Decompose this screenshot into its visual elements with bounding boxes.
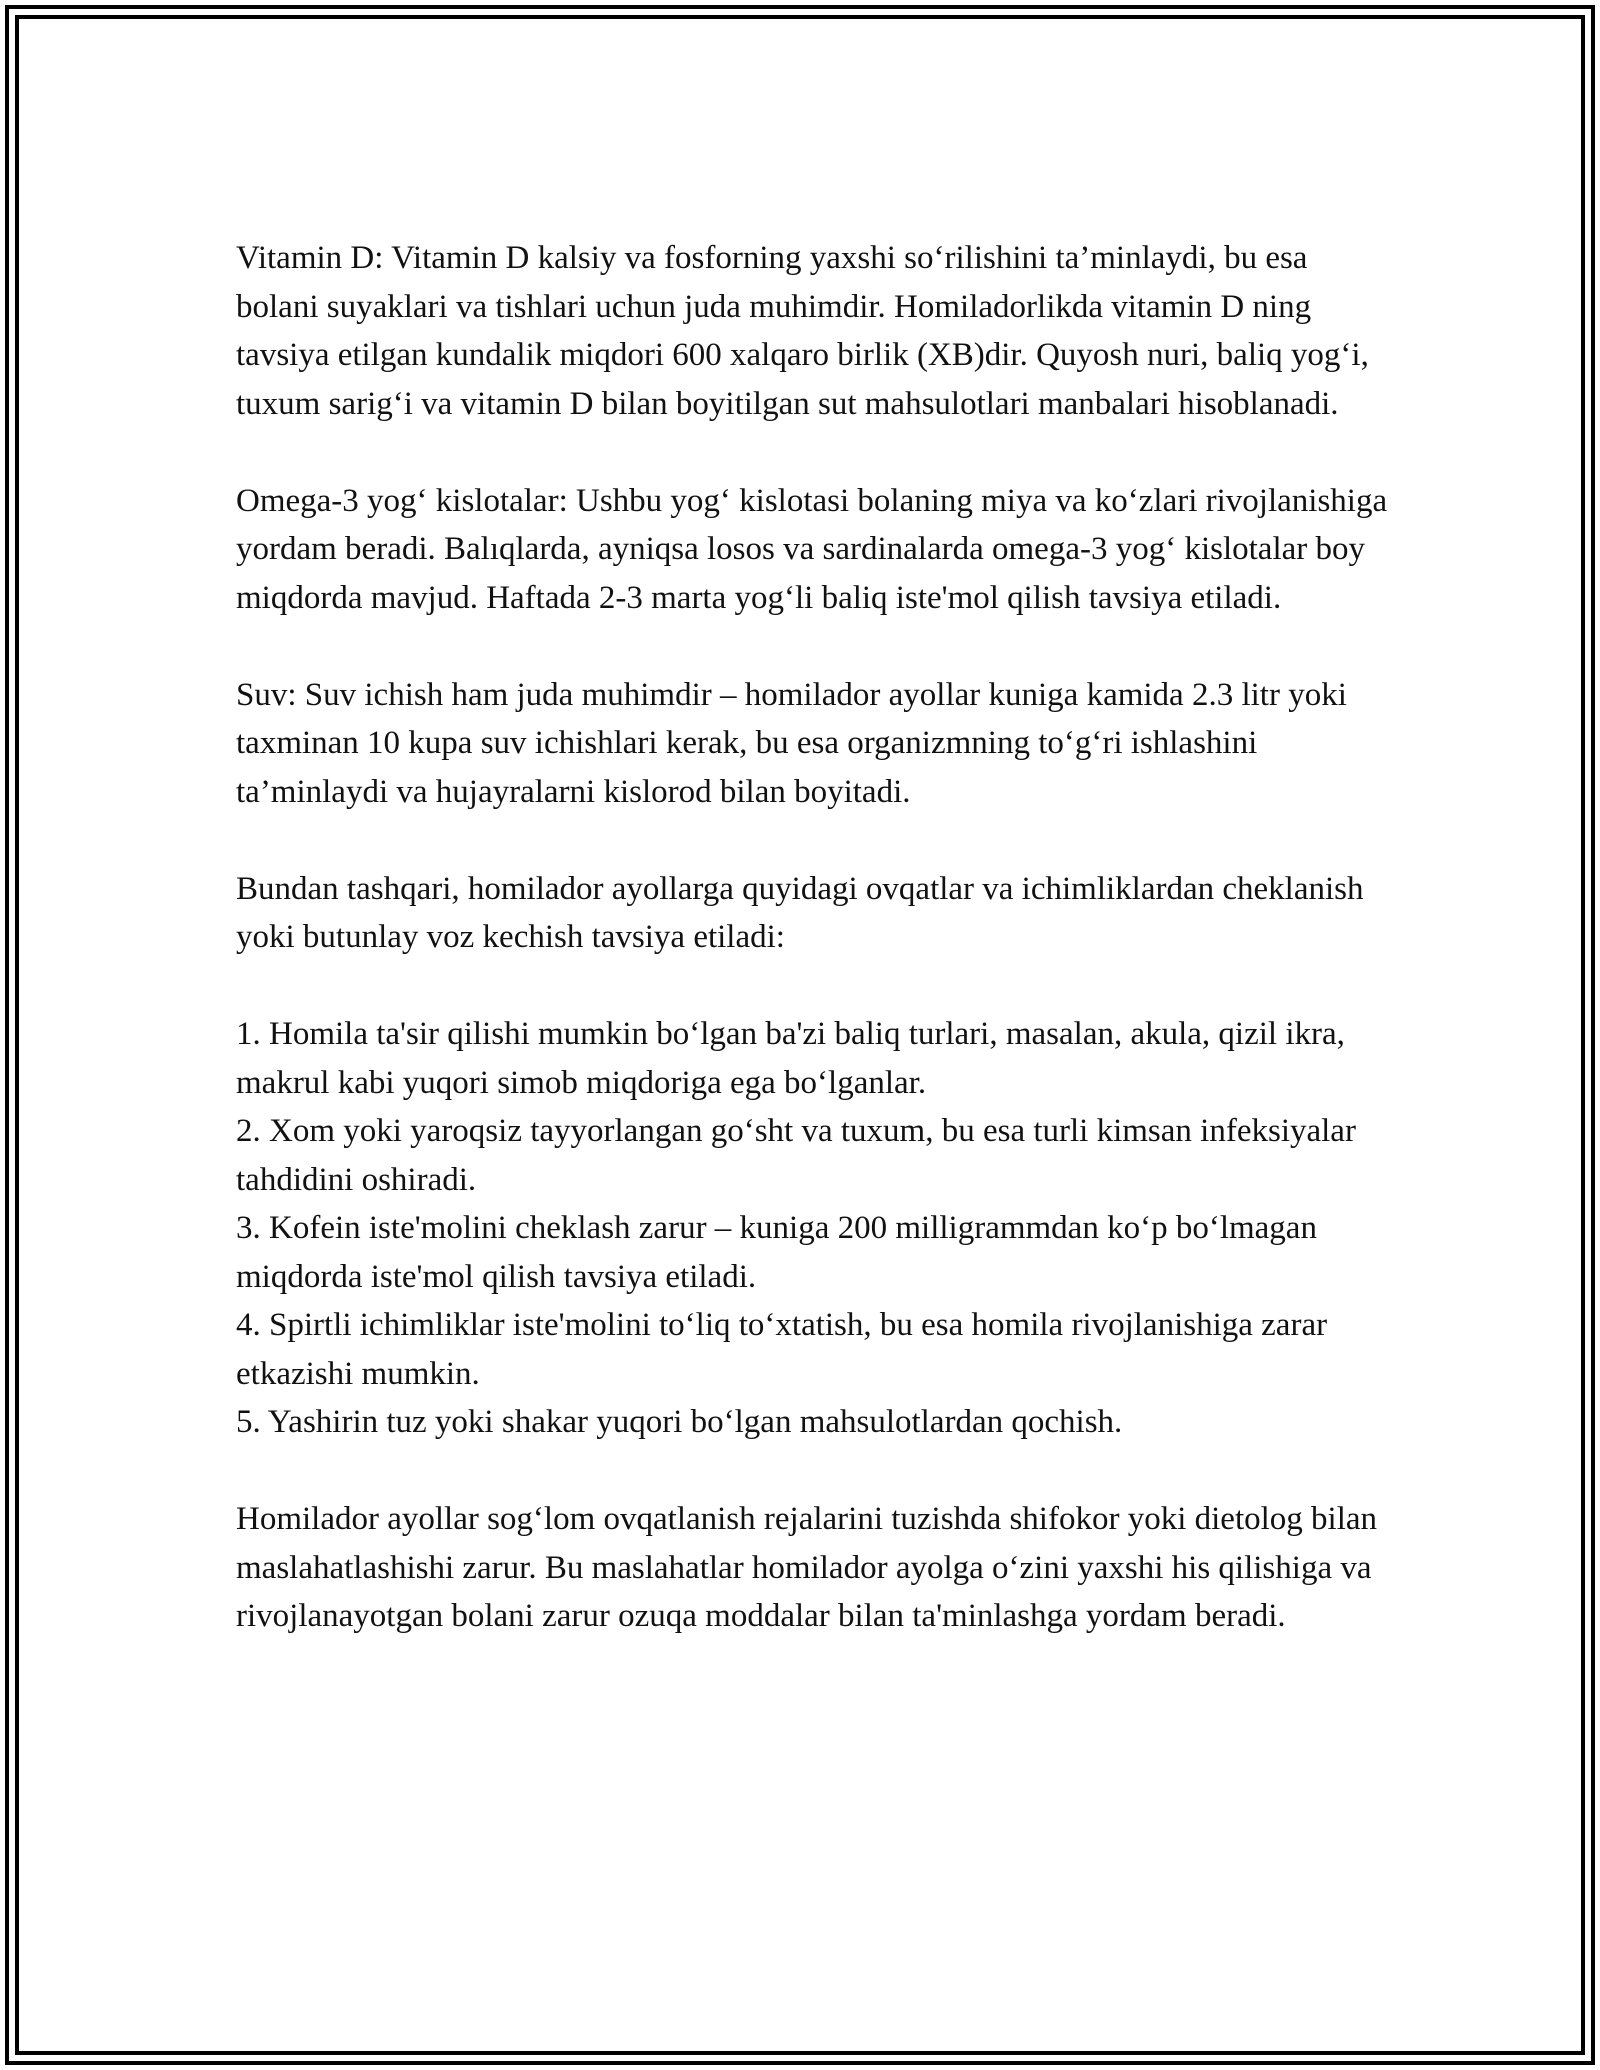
document-body: [236, 234, 1396, 1689]
list-item: 2. Xom yoki yaroqsiz tayyorlangan go‘sht va tuxum, bu esa turli kimsan infeksiyalar tahdidini oshiradi.: [236, 1113, 1356, 1198]
list-item: 5. Yashirin tuz yoki shakar yuqori bo‘lgan mahsulotlardan qochish.: [236, 1404, 1123, 1440]
paragraph-water: Suv: Suv ichish ham juda muhimdir – homilador ayollar kuniga kamida 2.3 litr yoki taxminan 10 kupa suv ichishlari kerak, bu esa organizmning to‘g‘ri ishlashini ta’minlaydi va hujayralarni kislorod bilan boyitadi.: [236, 676, 1347, 810]
list-item: 3. Kofein iste'molini cheklash zarur – kuniga 200 milligrammdan ko‘p bo‘lmagan miqdorda iste'mol qilish tavsiya etiladi.: [236, 1210, 1317, 1295]
paragraph-omega-3: Omega-3 yog‘ kislotalar: Ushbu yog‘ kislotasi bolaning miya va ko‘zlari rivojlanishiga yordam beradi. Balıqlarda, ayniqsa losos va sardinalarda omega-3 yog‘ kislotalar boy miqdorda mavjud. Haftada 2-3 marta yog‘li baliq iste'mol qilish tavsiya etiladi.: [236, 482, 1388, 616]
paragraph-vitamin-d: Vitamin D: Vitamin D kalsiy va fosforning yaxshi so‘rilishini ta’minlaydi, bu esa bolani suyaklari va tishlari uchun juda muhimdir. Homiladorlikda vitamin D ning tavsiya etilgan kundalik miqdori 600 xalqaro birlik (XB)dir. Quyosh nuri, baliq yog‘i, tuxum sarig‘i va vitamin D bilan boyitilgan sut mahsulotlari manbalari hisoblanadi.: [236, 240, 1369, 422]
list-item: 4. Spirtli ichimliklar iste'molini to‘liq to‘xtatish, bu esa homila rivojlanishiga zarar etkazishi mumkin.: [236, 1307, 1328, 1392]
restrictions-list: [236, 1010, 1396, 1447]
list-item: 1. Homila ta'sir qilishi mumkin bo‘lgan ba'zi baliq turlari, masalan, akula, qizil ikra, makrul kabi yuqori simob miqdoriga ega bo‘lganlar.: [236, 1016, 1345, 1101]
paragraph-closing: Homilador ayollar sog‘lom ovqatlanish rejalarini tuzishda shifokor yoki dietolog bilan maslahatlashishi zarur. Bu maslahatlar homilador ayolga o‘zini yaxshi his qilishiga va rivojlanayotgan bolani zarur ozuqa moddalar bilan ta'minlashga yordam beradi.: [236, 1501, 1378, 1634]
paragraph-restrictions-intro: Bundan tashqari, homilador ayollarga quyidagi ovqatlar va ichimliklardan cheklanish yoki butunlay voz kechish tavsiya etiladi:: [236, 870, 1364, 955]
